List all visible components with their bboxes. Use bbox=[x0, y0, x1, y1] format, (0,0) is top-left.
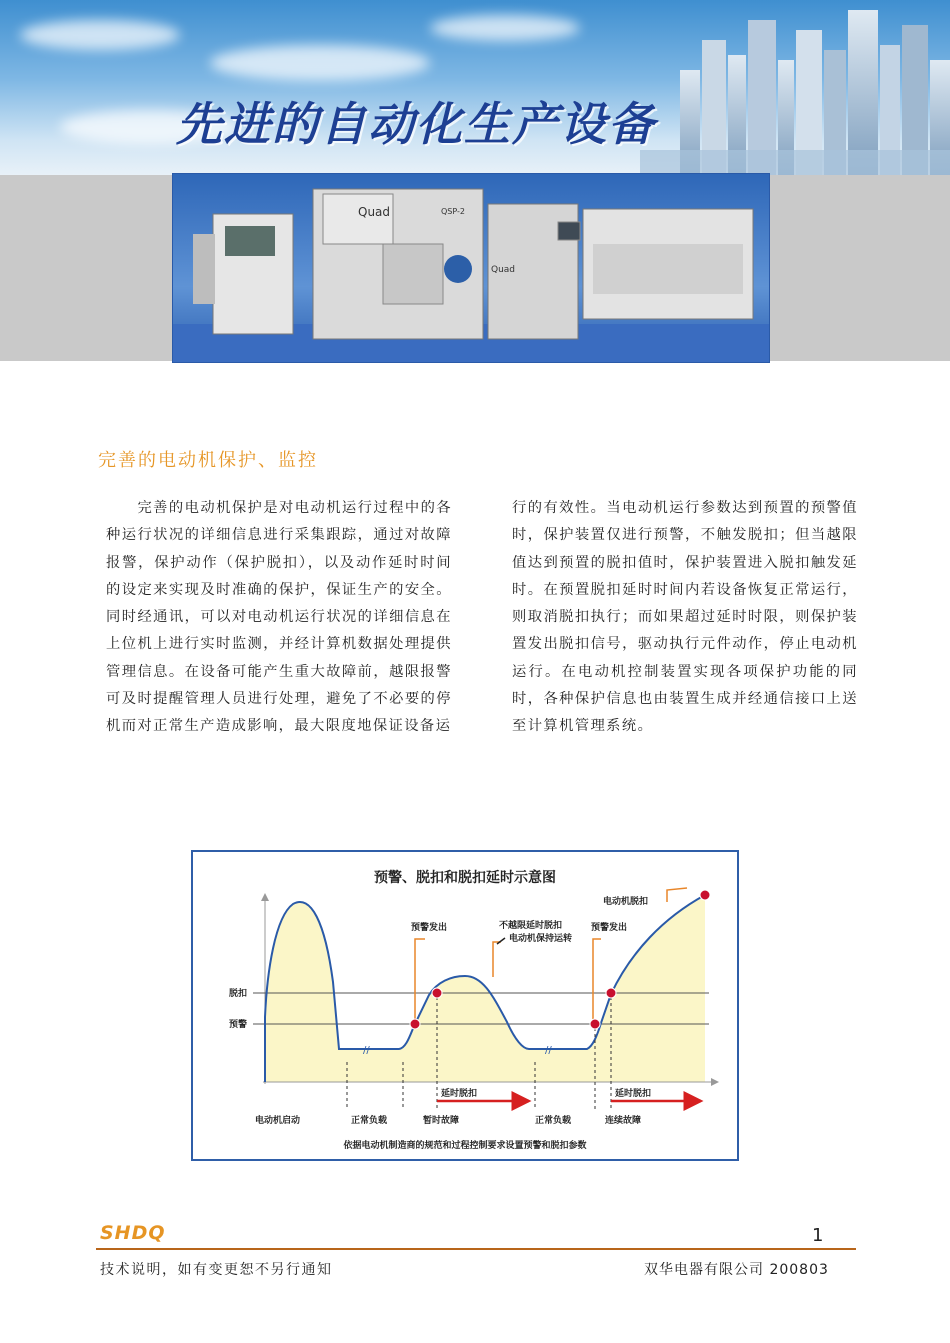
photo-label-2: QSP-2 bbox=[441, 207, 465, 216]
page-title: 先进的自动化生产设备 bbox=[176, 97, 656, 151]
trip-point-1 bbox=[432, 988, 442, 998]
annotation-motor-trip: 电动机脱扣 bbox=[603, 897, 649, 907]
header-banner bbox=[0, 0, 950, 175]
body-text-left-column: 完善的电动机保护是对电动机运行过程中的各种运行状况的详细信息进行采集跟踪，通过对故障报警，保护动作（保护脱扣），以及动作延时时间的设定来实现及时准确的保护，保证生产的安全。同时经通讯，可以对电动机运行状况的详细信息在上位机上进行实时监测，并经计算机数据处理提供管理信息。在设备可能产生重大故障前，越限报警可及时提醒管理人员进行处理，避免了不必要的停机而对正常生产造成影响，最大限度地保证设备运 bbox=[106, 500, 452, 735]
production-equipment-photo bbox=[172, 173, 770, 363]
phase-label-temporary-fault: 暂时故障 bbox=[423, 1116, 460, 1126]
break-mark-1: // bbox=[363, 1045, 370, 1056]
annotation-warning-issued-1: 预警发出 bbox=[411, 923, 448, 933]
annotation-no-overlimit-line2: 电动机保持运转 bbox=[509, 934, 573, 944]
motor-trip-point bbox=[700, 890, 710, 900]
load-area bbox=[265, 895, 705, 1082]
photo-label-3: Quad bbox=[491, 265, 516, 275]
break-mark-2: // bbox=[545, 1045, 552, 1056]
company-logo-text: SHDQ bbox=[100, 1222, 166, 1244]
annotation-no-overlimit-line1: 不越限延时脱扣 bbox=[499, 921, 563, 931]
body-text-right-column: 行的有效性。当电动机运行参数达到预置的预警值时，保护装置仅进行预警，不触发脱扣；但当越限值达到预置的脱扣值时，保护装置进入脱扣触发延时。在预置脱扣延时时间内若设备恢复正常运行，则取消脱扣执行；而如果超过延时时限，则保护装置发出脱扣信号，驱动执行元件动作，停止电动机运行。在电动机控制装置实现各项保护功能的同时，各种保护信息也由装置生成并经通信接口上送至计算机管理系统。 bbox=[512, 500, 858, 735]
warning-point-1 bbox=[410, 1019, 420, 1029]
phase-label-continuous-fault: 连续故障 bbox=[605, 1116, 642, 1126]
warning-level-label: 预警 bbox=[229, 1020, 248, 1030]
photo-label-1: Quad bbox=[358, 205, 391, 219]
page-number: 1 bbox=[812, 1225, 824, 1246]
diagram-title: 预警、脱扣和脱扣延时示意图 bbox=[374, 870, 556, 886]
trip-delay-label-2: 延时脱扣 bbox=[615, 1089, 652, 1099]
phase-label-motor-start: 电动机启动 bbox=[255, 1116, 301, 1126]
trip-delay-label-1: 延时脱扣 bbox=[441, 1089, 478, 1099]
phase-label-normal-load-2: 正常负载 bbox=[535, 1116, 572, 1126]
footer-note: 技术说明，如有变更恕不另行通知 bbox=[100, 1262, 333, 1278]
city-skyline-image bbox=[640, 0, 950, 175]
protection-timing-diagram bbox=[191, 850, 739, 1161]
diagram-caption: 依据电动机制造商的规范和过程控制要求设置预警和脱扣参数 bbox=[343, 1141, 587, 1151]
footer-company: 双华电器有限公司 200803 bbox=[644, 1262, 829, 1278]
warning-point-2 bbox=[590, 1019, 600, 1029]
trip-level-label: 脱扣 bbox=[229, 989, 248, 999]
trip-point-2 bbox=[606, 988, 616, 998]
annotation-warning-issued-2: 预警发出 bbox=[591, 923, 628, 933]
annotation-arrow bbox=[497, 938, 505, 944]
phase-label-normal-load-1: 正常负载 bbox=[351, 1116, 388, 1126]
footer-divider bbox=[96, 1248, 856, 1250]
section-heading: 完善的电动机保护、监控 bbox=[98, 450, 318, 471]
